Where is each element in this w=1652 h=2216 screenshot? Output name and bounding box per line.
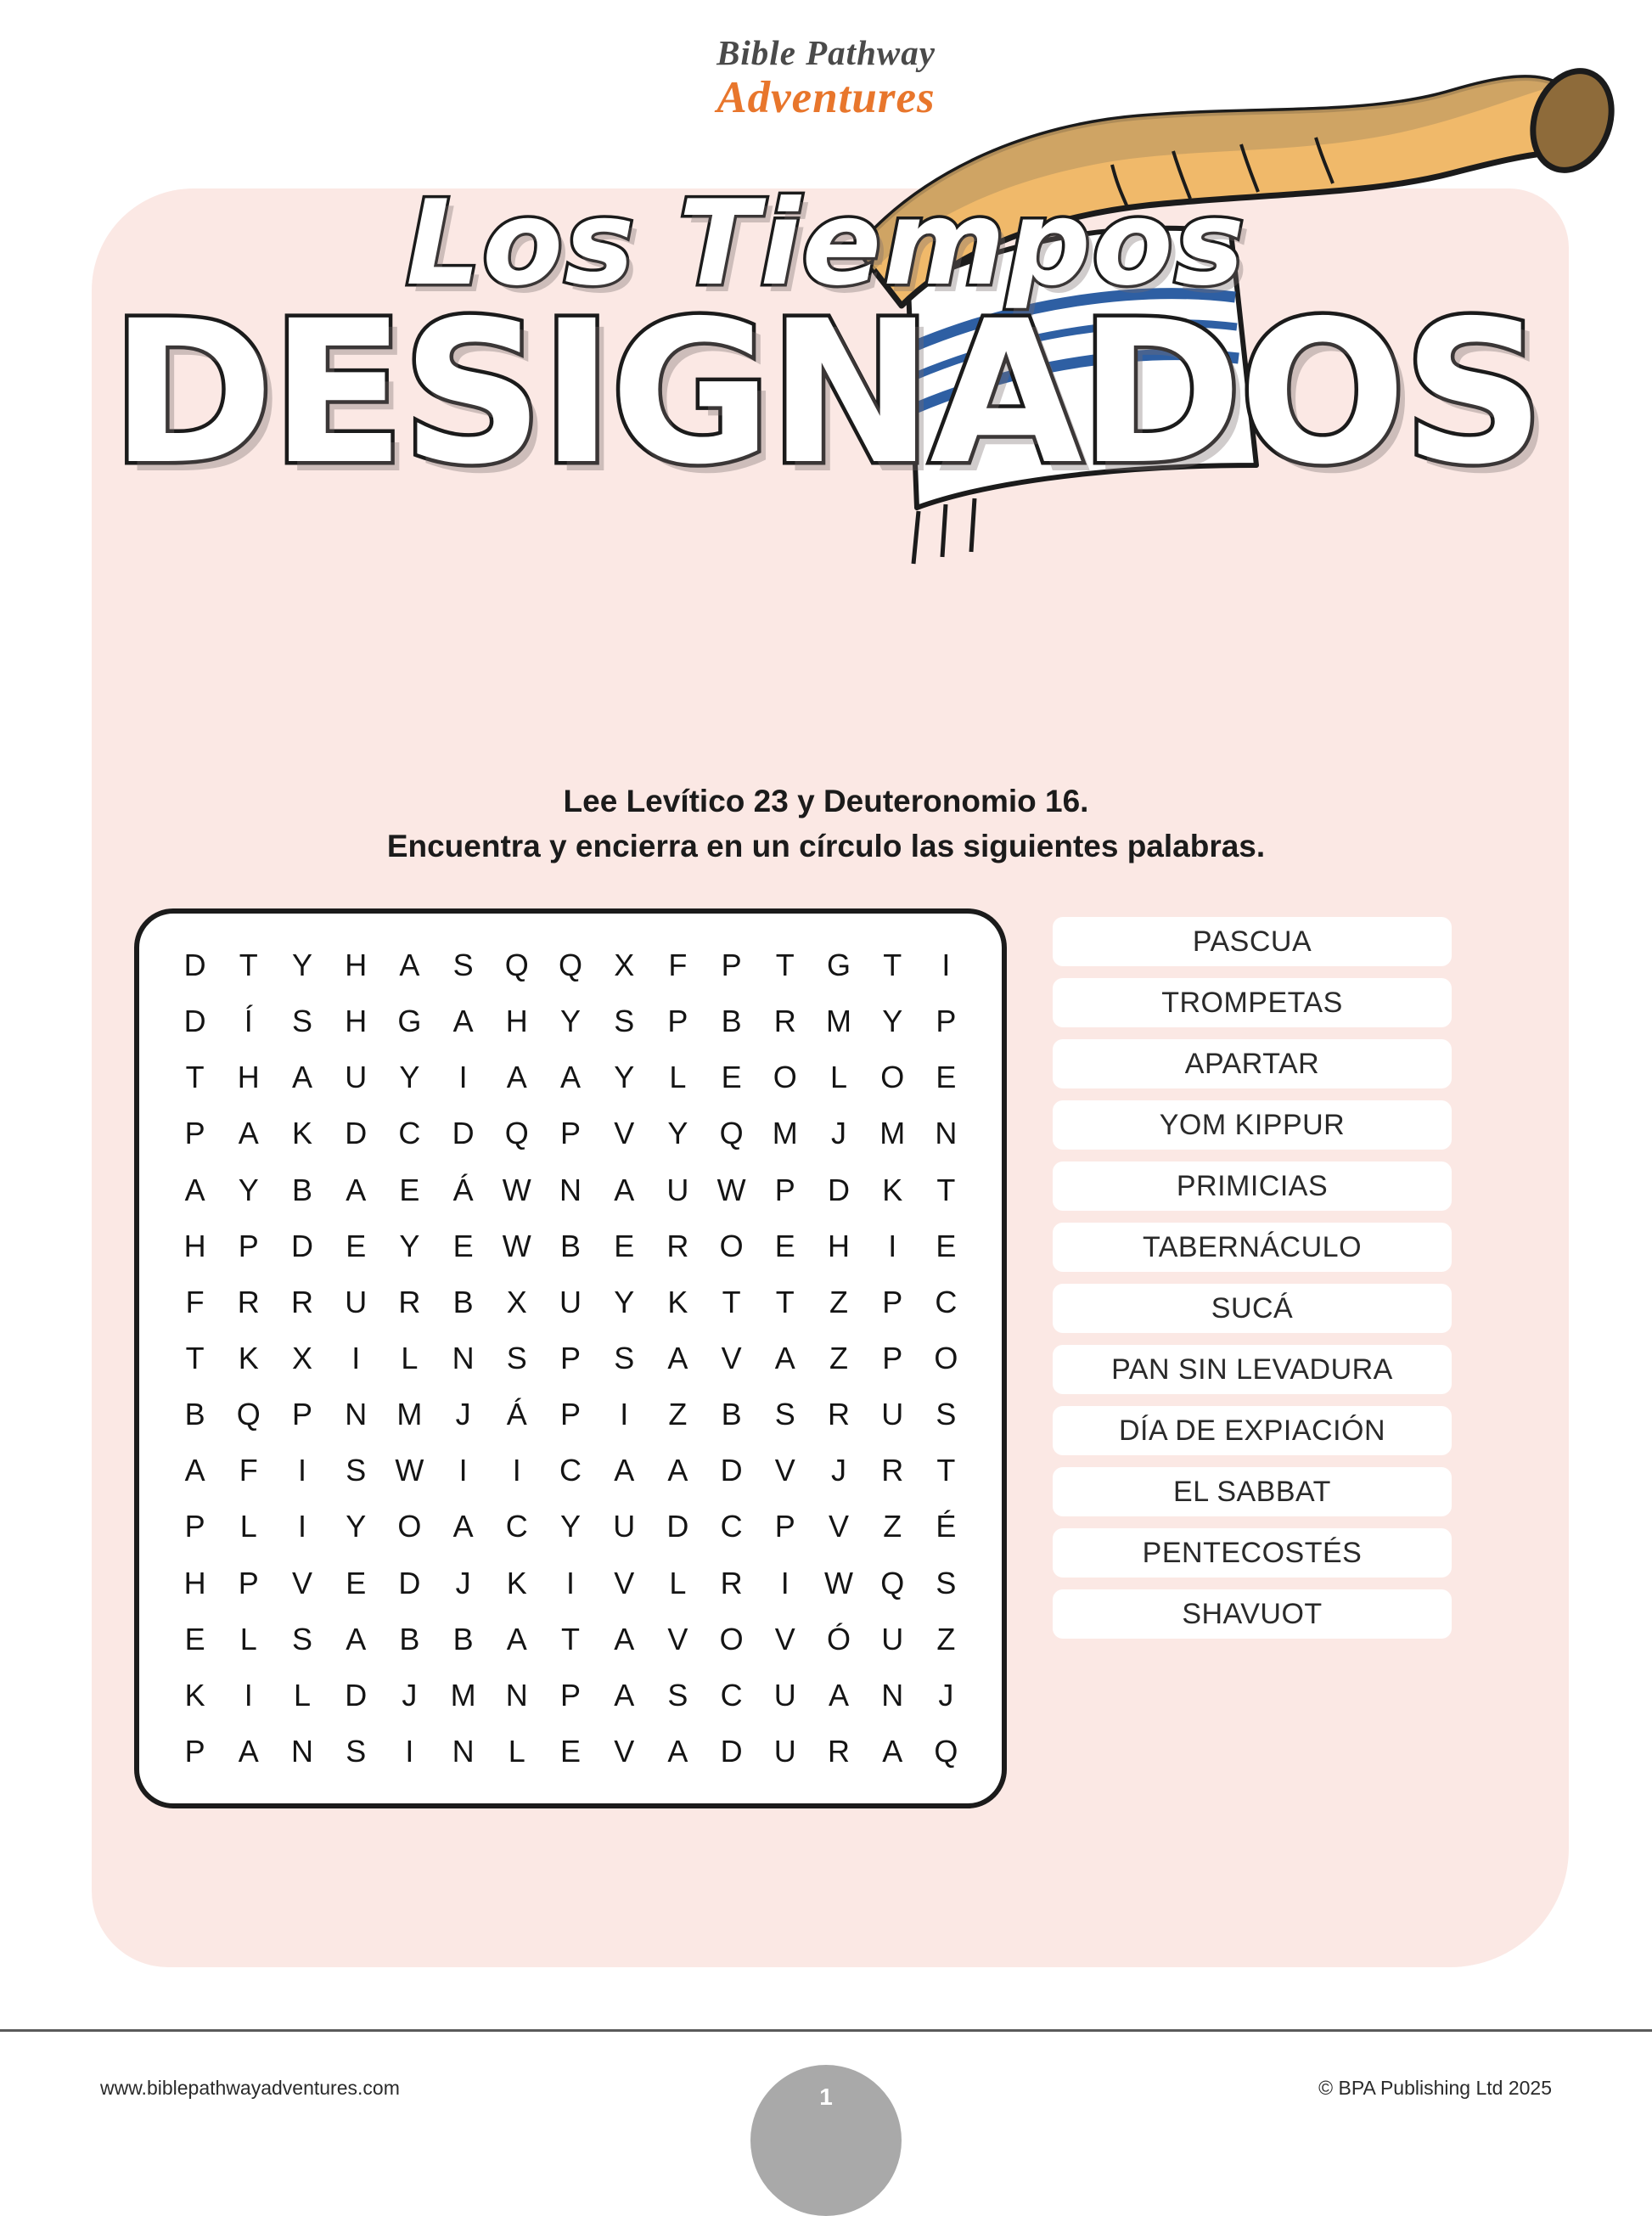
grid-letter[interactable]: V bbox=[774, 1453, 795, 1488]
grid-letter[interactable]: R bbox=[666, 1228, 689, 1263]
grid-letter[interactable]: N bbox=[559, 1172, 582, 1207]
grid-letter[interactable]: Y bbox=[559, 1004, 581, 1039]
grid-letter[interactable]: I bbox=[458, 1453, 468, 1488]
grid-letter[interactable]: M bbox=[772, 1116, 798, 1151]
grid-letter[interactable]: U bbox=[613, 1509, 636, 1544]
grid-letter[interactable]: O bbox=[719, 1228, 744, 1263]
grid-letter[interactable]: H bbox=[505, 1004, 528, 1039]
grid-letter[interactable]: L bbox=[239, 1509, 257, 1544]
grid-letter[interactable]: O bbox=[397, 1509, 422, 1544]
grid-letter[interactable]: I bbox=[512, 1453, 521, 1488]
grid-letter[interactable]: A bbox=[882, 1733, 903, 1769]
grid-letter[interactable]: E bbox=[559, 1733, 581, 1769]
grid-letter[interactable]: G bbox=[397, 1004, 422, 1039]
grid-letter[interactable]: B bbox=[399, 1621, 420, 1656]
grid-letter[interactable]: A bbox=[184, 1172, 205, 1207]
grid-letter[interactable]: N bbox=[505, 1677, 528, 1713]
grid-letter[interactable]: V bbox=[291, 1565, 312, 1600]
grid-letter[interactable]: P bbox=[559, 1397, 581, 1432]
word-list-item: YOM KIPPUR bbox=[1053, 1100, 1452, 1150]
grid-letter[interactable]: D bbox=[183, 948, 206, 983]
grid-letter[interactable]: N bbox=[881, 1677, 904, 1713]
grid-letter[interactable]: S bbox=[936, 1565, 957, 1600]
grid-letter[interactable]: A bbox=[238, 1733, 259, 1769]
grid-letter[interactable]: P bbox=[882, 1284, 903, 1319]
instructions-line-2: Encuentra y encierra en un círculo las siguientes palabras. bbox=[386, 828, 1266, 863]
grid-letter[interactable]: S bbox=[346, 1733, 367, 1769]
grid-letter[interactable]: K bbox=[667, 1284, 688, 1319]
grid-letter[interactable]: R bbox=[237, 1284, 260, 1319]
grid-letter[interactable]: A bbox=[238, 1116, 259, 1151]
grid-letter[interactable]: I bbox=[297, 1509, 306, 1544]
grid-letter[interactable]: U bbox=[881, 1397, 904, 1432]
grid-letter[interactable]: Y bbox=[399, 1060, 420, 1095]
grid-letter[interactable]: H bbox=[237, 1060, 260, 1095]
grid-letter[interactable]: Z bbox=[883, 1509, 902, 1544]
grid-letter[interactable]: S bbox=[774, 1397, 795, 1432]
grid-letter[interactable]: O bbox=[880, 1060, 905, 1095]
grid-letter[interactable]: Ó bbox=[826, 1621, 851, 1656]
grid-letter[interactable]: E bbox=[184, 1621, 205, 1656]
grid-letter[interactable]: Y bbox=[399, 1228, 420, 1263]
grid-letter[interactable]: A bbox=[667, 1453, 688, 1488]
grid-letter[interactable]: T bbox=[239, 948, 258, 983]
grid-letter[interactable]: O bbox=[719, 1621, 744, 1656]
word-list bbox=[1053, 917, 1452, 1639]
grid-letter[interactable]: A bbox=[828, 1677, 849, 1713]
grid-letter[interactable]: T bbox=[936, 1453, 956, 1488]
grid-letter[interactable]: S bbox=[614, 1340, 635, 1375]
grid-letter[interactable]: A bbox=[452, 1509, 474, 1544]
grid-letter[interactable]: E bbox=[936, 1228, 957, 1263]
grid-letter[interactable]: U bbox=[559, 1284, 582, 1319]
grid-letter[interactable]: N bbox=[935, 1116, 958, 1151]
grid-letter[interactable]: R bbox=[881, 1453, 904, 1488]
grid-letter[interactable]: R bbox=[827, 1397, 850, 1432]
grid-letter[interactable]: K bbox=[184, 1677, 205, 1713]
grid-letter[interactable]: P bbox=[774, 1172, 795, 1207]
grid-letter[interactable]: W bbox=[824, 1565, 853, 1600]
grid-letter[interactable]: B bbox=[452, 1284, 474, 1319]
grid-letter[interactable]: S bbox=[614, 1004, 635, 1039]
grid-letter[interactable]: A bbox=[614, 1621, 635, 1656]
footer-copyright: © BPA Publishing Ltd 2025 bbox=[1318, 2077, 1552, 2099]
grid-letter[interactable]: U bbox=[345, 1060, 368, 1095]
grid-letter[interactable]: P bbox=[559, 1677, 581, 1713]
grid-letter[interactable]: A bbox=[614, 1677, 635, 1713]
grid-letter[interactable]: I bbox=[888, 1228, 897, 1263]
grid-letter[interactable]: Y bbox=[559, 1509, 581, 1544]
grid-letter[interactable]: E bbox=[721, 1060, 742, 1095]
logo-line-2: Adventures bbox=[716, 73, 936, 122]
grid-letter[interactable]: E bbox=[774, 1228, 795, 1263]
grid-letter[interactable]: K bbox=[882, 1172, 903, 1207]
grid-letter[interactable]: P bbox=[184, 1509, 205, 1544]
logo-line-1: Bible Pathway bbox=[716, 33, 936, 72]
grid-letter[interactable]: D bbox=[720, 1453, 743, 1488]
grid-letter[interactable]: J bbox=[830, 1116, 846, 1151]
grid-letter[interactable]: K bbox=[291, 1116, 312, 1151]
grid-letter[interactable]: L bbox=[508, 1733, 525, 1769]
grid-letter[interactable]: H bbox=[345, 1004, 368, 1039]
grid-letter[interactable]: T bbox=[775, 1284, 795, 1319]
word-list-item: TABERNÁCULO bbox=[1053, 1223, 1452, 1272]
grid-letter[interactable]: I bbox=[620, 1397, 629, 1432]
grid-letter[interactable]: Z bbox=[936, 1621, 956, 1656]
grid-letter[interactable]: P bbox=[721, 948, 742, 983]
grid-letter[interactable]: H bbox=[183, 1565, 206, 1600]
grid-letter[interactable]: Q bbox=[880, 1565, 905, 1600]
grid-letter[interactable]: D bbox=[398, 1565, 421, 1600]
grid-letter[interactable]: L bbox=[293, 1677, 311, 1713]
grid-letter[interactable]: A bbox=[774, 1340, 795, 1375]
grid-letter[interactable]: M bbox=[879, 1116, 906, 1151]
grid-letter[interactable]: B bbox=[452, 1621, 474, 1656]
grid-letter[interactable]: S bbox=[291, 1004, 312, 1039]
grid-letter[interactable]: E bbox=[936, 1060, 957, 1095]
grid-letter[interactable]: I bbox=[297, 1453, 306, 1488]
grid-letter[interactable]: P bbox=[667, 1004, 688, 1039]
grid-letter[interactable]: I bbox=[351, 1340, 361, 1375]
grid-letter[interactable]: Z bbox=[668, 1397, 688, 1432]
grid-letter[interactable]: Q bbox=[719, 1116, 744, 1151]
grid-letter[interactable]: U bbox=[773, 1733, 796, 1769]
grid-letter[interactable]: O bbox=[773, 1060, 797, 1095]
word-list-item: APARTAR bbox=[1053, 1039, 1452, 1088]
grid-letter[interactable]: P bbox=[184, 1733, 205, 1769]
grid-letter[interactable]: D bbox=[720, 1733, 743, 1769]
grid-letter[interactable]: T bbox=[560, 1621, 580, 1656]
word-search-grid[interactable] bbox=[134, 908, 1007, 1808]
word-list-item: PASCUA bbox=[1053, 917, 1452, 966]
grid-letter[interactable]: Q bbox=[558, 948, 582, 983]
grid-letter[interactable]: W bbox=[716, 1172, 746, 1207]
grid-letter[interactable]: Y bbox=[667, 1116, 688, 1151]
grid-letter[interactable]: E bbox=[614, 1228, 635, 1263]
grid-letter[interactable]: O bbox=[934, 1340, 958, 1375]
grid-letter[interactable]: Y bbox=[291, 948, 312, 983]
word-list-item: SUCÁ bbox=[1053, 1284, 1452, 1333]
word-list-item: PRIMICIAS bbox=[1053, 1161, 1452, 1211]
grid-letter[interactable]: S bbox=[667, 1677, 688, 1713]
grid-letter[interactable]: K bbox=[238, 1340, 259, 1375]
grid-letter[interactable]: I bbox=[244, 1677, 253, 1713]
grid-letter[interactable]: Í bbox=[244, 1004, 253, 1039]
grid-letter[interactable]: R bbox=[773, 1004, 796, 1039]
grid-letter[interactable]: C bbox=[720, 1509, 743, 1544]
grid-letter[interactable]: I bbox=[941, 948, 951, 983]
grid-letter[interactable]: I bbox=[405, 1733, 414, 1769]
grid-letter[interactable]: L bbox=[239, 1621, 257, 1656]
word-list-item: PAN SIN LEVADURA bbox=[1053, 1345, 1452, 1394]
grid-letter[interactable]: J bbox=[402, 1677, 418, 1713]
grid-letter[interactable]: W bbox=[395, 1453, 424, 1488]
grid-letter[interactable]: V bbox=[774, 1621, 795, 1656]
grid-letter[interactable]: J bbox=[455, 1397, 471, 1432]
grid-letter[interactable]: V bbox=[614, 1116, 635, 1151]
page-title-line-2: DESIGNADOS bbox=[110, 278, 1542, 508]
grid-letter[interactable]: H bbox=[345, 948, 368, 983]
grid-letter[interactable]: M bbox=[825, 1004, 851, 1039]
grid-letter[interactable]: D bbox=[345, 1116, 368, 1151]
grid-letter[interactable]: A bbox=[346, 1621, 367, 1656]
grid-letter[interactable]: P bbox=[882, 1340, 903, 1375]
grid-letter[interactable]: I bbox=[780, 1565, 789, 1600]
grid-letter[interactable]: P bbox=[184, 1116, 205, 1151]
footer-website[interactable]: www.biblepathwayadventures.com bbox=[100, 2077, 400, 2099]
grid-letter[interactable]: Q bbox=[236, 1397, 261, 1432]
grid-letter[interactable]: P bbox=[238, 1565, 259, 1600]
grid-letter[interactable]: A bbox=[346, 1172, 367, 1207]
grid-letter[interactable]: P bbox=[291, 1397, 312, 1432]
grid-letter[interactable]: D bbox=[183, 1004, 206, 1039]
grid-letter[interactable]: K bbox=[506, 1565, 527, 1600]
grid-letter[interactable]: L bbox=[829, 1060, 847, 1095]
grid-letter[interactable]: J bbox=[830, 1453, 846, 1488]
grid-letter[interactable]: D bbox=[452, 1116, 475, 1151]
word-list-item: TROMPETAS bbox=[1053, 978, 1452, 1027]
grid-letter[interactable]: Y bbox=[614, 1284, 635, 1319]
page-title-line-1: Los Tiempos bbox=[406, 175, 1246, 312]
grid-letter[interactable]: T bbox=[185, 1060, 205, 1095]
grid-letter[interactable]: U bbox=[345, 1284, 368, 1319]
shofar-illustration bbox=[857, 66, 1621, 661]
grid-letter[interactable]: U bbox=[666, 1172, 689, 1207]
grid-letter[interactable]: I bbox=[565, 1565, 575, 1600]
grid-letter[interactable]: Q bbox=[934, 1733, 958, 1769]
grid-letter[interactable]: P bbox=[559, 1116, 581, 1151]
grid-letter[interactable]: D bbox=[290, 1228, 313, 1263]
instructions-line-1: Lee Levítico 23 y Deuteronomio 16. bbox=[563, 784, 1089, 818]
grid-letter[interactable]: Z bbox=[829, 1340, 848, 1375]
grid-letter[interactable]: N bbox=[290, 1733, 313, 1769]
grid-letter[interactable]: R bbox=[398, 1284, 421, 1319]
grid-letter[interactable]: B bbox=[721, 1004, 742, 1039]
grid-letter[interactable]: Q bbox=[504, 948, 529, 983]
grid-letter[interactable]: Á bbox=[452, 1172, 474, 1207]
grid-letter[interactable]: V bbox=[667, 1621, 688, 1656]
grid-letter[interactable]: T bbox=[775, 948, 795, 983]
grid-letter[interactable]: I bbox=[458, 1060, 468, 1095]
grid-letter[interactable]: A bbox=[452, 1004, 474, 1039]
grid-letter[interactable]: L bbox=[669, 1060, 687, 1095]
grid-letter[interactable]: S bbox=[936, 1397, 957, 1432]
grid-letter[interactable]: R bbox=[290, 1284, 313, 1319]
grid-letter[interactable]: A bbox=[667, 1733, 688, 1769]
grid-letter[interactable]: Z bbox=[829, 1284, 848, 1319]
word-list-item: PENTECOSTÉS bbox=[1053, 1528, 1452, 1578]
grid-letter[interactable]: J bbox=[455, 1565, 471, 1600]
grid-letter[interactable]: J bbox=[938, 1677, 954, 1713]
grid-letter[interactable]: P bbox=[936, 1004, 957, 1039]
grid-letter[interactable]: T bbox=[936, 1172, 956, 1207]
grid-letter[interactable]: X bbox=[614, 948, 635, 983]
grid-letter[interactable]: Q bbox=[504, 1116, 529, 1151]
grid-letter[interactable]: C bbox=[505, 1509, 528, 1544]
grid-letter[interactable]: N bbox=[452, 1340, 475, 1375]
grid-letter[interactable]: U bbox=[881, 1621, 904, 1656]
grid-letter[interactable]: L bbox=[669, 1565, 687, 1600]
grid-letter[interactable]: É bbox=[936, 1509, 957, 1544]
grid-letter[interactable]: A bbox=[399, 948, 420, 983]
grid-letter[interactable]: F bbox=[668, 948, 688, 983]
grid-letter[interactable]: Y bbox=[614, 1060, 635, 1095]
grid-letter[interactable]: S bbox=[452, 948, 474, 983]
grid-letter[interactable]: V bbox=[614, 1733, 635, 1769]
grid-letter[interactable]: P bbox=[559, 1340, 581, 1375]
grid-letter[interactable]: A bbox=[506, 1621, 527, 1656]
grid-letter[interactable]: R bbox=[827, 1733, 850, 1769]
grid-letter[interactable]: T bbox=[185, 1340, 205, 1375]
grid-letter[interactable]: D bbox=[345, 1677, 368, 1713]
grid-letter[interactable]: A bbox=[614, 1453, 635, 1488]
grid-letter[interactable]: F bbox=[239, 1453, 258, 1488]
grid-letter[interactable]: C bbox=[935, 1284, 958, 1319]
letter-grid[interactable] bbox=[168, 937, 973, 1780]
grid-letter[interactable]: A bbox=[184, 1453, 205, 1488]
grid-letter[interactable]: A bbox=[614, 1172, 635, 1207]
grid-letter[interactable]: W bbox=[502, 1172, 531, 1207]
grid-letter[interactable]: Á bbox=[506, 1397, 527, 1432]
grid-letter[interactable]: B bbox=[559, 1228, 581, 1263]
grid-letter[interactable]: X bbox=[506, 1284, 527, 1319]
grid-letter[interactable]: V bbox=[828, 1509, 849, 1544]
grid-letter[interactable]: E bbox=[346, 1565, 367, 1600]
grid-letter[interactable]: E bbox=[346, 1228, 367, 1263]
grid-letter[interactable]: S bbox=[346, 1453, 367, 1488]
grid-letter[interactable]: N bbox=[452, 1733, 475, 1769]
grid-letter[interactable]: W bbox=[502, 1228, 531, 1263]
grid-letter[interactable]: Y bbox=[882, 1004, 903, 1039]
grid-letter[interactable]: U bbox=[773, 1677, 796, 1713]
grid-letter[interactable]: V bbox=[721, 1340, 742, 1375]
grid-letter[interactable]: E bbox=[452, 1228, 474, 1263]
grid-letter[interactable]: R bbox=[720, 1565, 743, 1600]
grid-letter[interactable]: D bbox=[666, 1509, 689, 1544]
grid-letter[interactable]: H bbox=[183, 1228, 206, 1263]
grid-letter[interactable]: A bbox=[667, 1340, 688, 1375]
grid-letter[interactable]: C bbox=[559, 1453, 582, 1488]
grid-letter[interactable]: F bbox=[185, 1284, 205, 1319]
word-list-item: EL SABBAT bbox=[1053, 1467, 1452, 1516]
word-list-item: DÍA DE EXPIACIÓN bbox=[1053, 1406, 1452, 1455]
grid-letter[interactable]: E bbox=[399, 1172, 420, 1207]
grid-letter[interactable]: D bbox=[827, 1172, 850, 1207]
grid-letter[interactable]: S bbox=[291, 1621, 312, 1656]
grid-letter[interactable]: B bbox=[184, 1397, 205, 1432]
word-list-item: SHAVUOT bbox=[1053, 1589, 1452, 1639]
grid-letter[interactable]: P bbox=[238, 1228, 259, 1263]
grid-letter[interactable]: M bbox=[396, 1397, 423, 1432]
page-number-badge: 1 bbox=[750, 2065, 902, 2216]
grid-letter[interactable]: T bbox=[883, 948, 902, 983]
grid-letter[interactable]: P bbox=[774, 1509, 795, 1544]
grid-letter[interactable]: Y bbox=[346, 1509, 367, 1544]
footer-divider bbox=[0, 2029, 1652, 2032]
grid-letter[interactable]: A bbox=[291, 1060, 312, 1095]
grid-letter[interactable]: L bbox=[401, 1340, 419, 1375]
grid-letter[interactable]: C bbox=[720, 1677, 743, 1713]
grid-letter[interactable]: V bbox=[614, 1565, 635, 1600]
grid-letter[interactable]: X bbox=[291, 1340, 312, 1375]
page-footer bbox=[0, 2041, 1652, 2139]
grid-letter[interactable]: B bbox=[721, 1397, 742, 1432]
grid-letter[interactable]: B bbox=[291, 1172, 312, 1207]
grid-letter[interactable]: Y bbox=[238, 1172, 259, 1207]
grid-letter[interactable]: N bbox=[345, 1397, 368, 1432]
grid-letter[interactable]: G bbox=[826, 948, 851, 983]
grid-letter[interactable]: A bbox=[559, 1060, 581, 1095]
grid-letter[interactable]: S bbox=[506, 1340, 527, 1375]
grid-letter[interactable]: A bbox=[506, 1060, 527, 1095]
grid-letter[interactable]: T bbox=[722, 1284, 741, 1319]
instructions bbox=[0, 779, 1652, 869]
grid-letter[interactable]: M bbox=[450, 1677, 476, 1713]
grid-letter[interactable]: C bbox=[398, 1116, 421, 1151]
grid-letter[interactable]: H bbox=[827, 1228, 850, 1263]
